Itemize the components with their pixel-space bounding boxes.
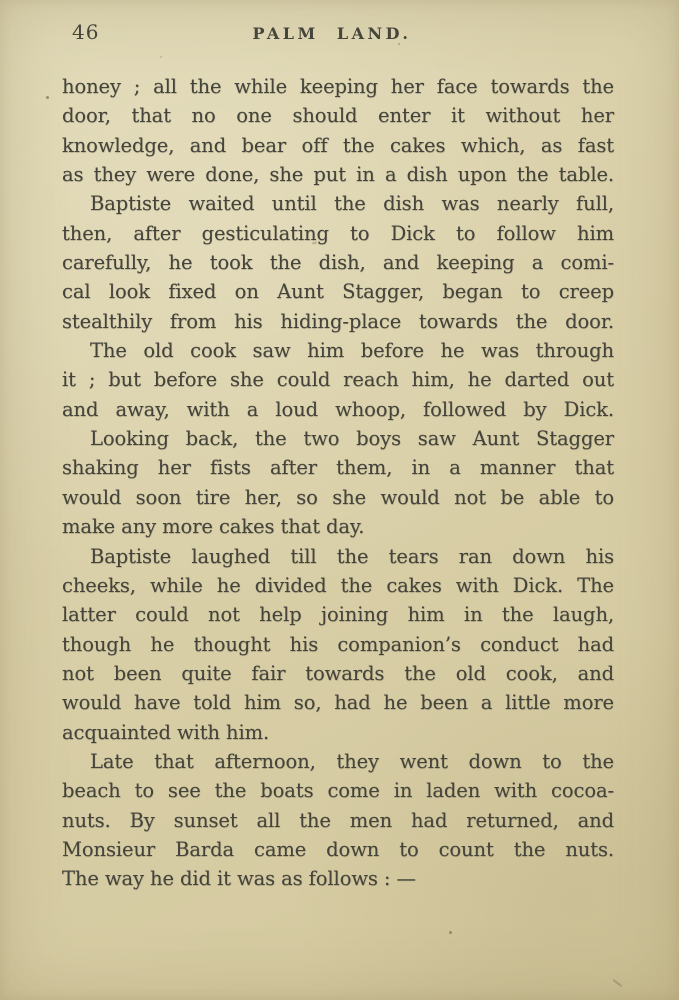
paper-speck — [613, 979, 623, 987]
text-line: Baptiste waited until the dish was nearly full, — [90, 192, 614, 216]
text-line: The old cook saw him before he was through — [90, 339, 614, 363]
paper-speck — [398, 43, 400, 45]
text-line: shaking her fists after them, in a manner that — [62, 456, 614, 480]
text-line: not been quite fair towards the old cook, and — [62, 661, 614, 685]
text-line: it ; but before she could reach him, he darted out — [62, 368, 614, 392]
text-line: Baptiste laughed till the tears ran down his — [90, 544, 614, 568]
text-line: cal look fixed on Aunt Stagger, began to creep — [62, 280, 614, 304]
text-line: beach to see the boats come in laden with cocoa- — [62, 779, 614, 803]
text-line: though he thought his companion’s conduct had — [62, 632, 614, 656]
text-line: would soon tire her, so she would not be able to — [62, 485, 614, 509]
page-number: 46 — [72, 20, 100, 44]
page-header — [0, 0, 679, 60]
text-line: and away, with a loud whoop, followed by Dick. — [62, 397, 614, 421]
text-line: carefully, he took the dish, and keeping a comi- — [62, 251, 614, 275]
text-line: as they were done, she put in a dish upon the table. — [62, 163, 614, 187]
text-line: door, that no one should enter it without her — [62, 104, 614, 128]
text-line: latter could not help joining him in the laugh, — [62, 603, 614, 627]
paper-speck — [160, 56, 162, 58]
text-line: Monsieur Barda came down to count the nuts. — [62, 837, 614, 861]
text-line: Late that afternoon, they went down to the — [90, 749, 614, 773]
text-block — [62, 72, 614, 894]
paper-speck — [46, 96, 49, 99]
text-line: Looking back, the two boys saw Aunt Stagger — [90, 427, 614, 451]
text-line: then, after gesticulating to Dick to follow him — [62, 221, 614, 245]
text-line: make any more cakes that day. — [62, 515, 365, 539]
text-line: would have told him so, had he been a little more — [62, 691, 614, 715]
text-line: honey ; all the while keeping her face towards the — [62, 75, 614, 98]
text-line: knowledge, and bear off the cakes which, as fast — [62, 133, 614, 157]
text-line: cheeks, while he divided the cakes with Dick. The — [62, 573, 614, 597]
running-title: PALM LAND. — [252, 24, 412, 43]
text-line: acquainted with him. — [62, 720, 270, 744]
text-line: The way he did it was as follows : — — [62, 867, 416, 891]
paper-speck — [449, 931, 452, 934]
text-line: nuts. By sunset all the men had returned, and — [62, 808, 614, 832]
text-line: stealthily from his hiding-place towards the door. — [62, 309, 614, 333]
